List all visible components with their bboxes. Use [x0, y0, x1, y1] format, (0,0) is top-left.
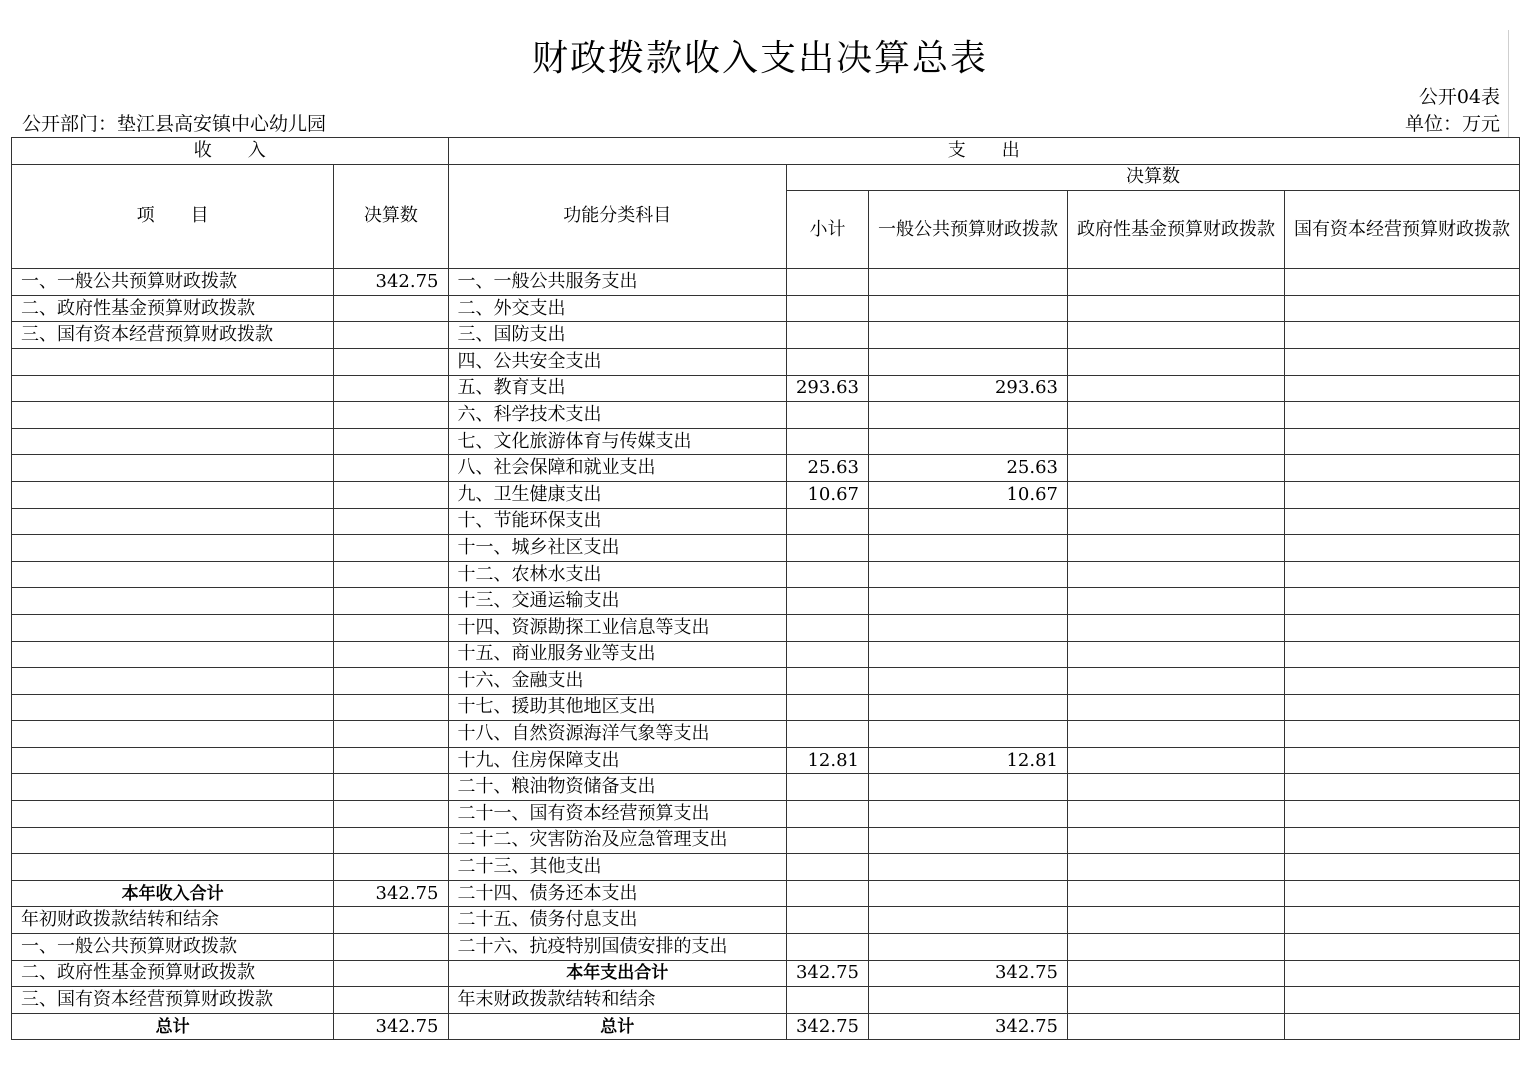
- expense-item-cell: 十二、农林水支出: [448, 561, 786, 588]
- gov-fund-cell: [1067, 827, 1284, 854]
- income-item-cell: [12, 561, 334, 588]
- expense-item-cell: 九、卫生健康支出: [448, 481, 786, 508]
- expense-item-cell: 总计: [448, 1013, 786, 1040]
- expense-item-cell: 年末财政拨款结转和结余: [448, 987, 786, 1014]
- expense-item-cell: 十四、资源勘探工业信息等支出: [448, 614, 786, 641]
- expense-item-cell: 七、文化旅游体育与传媒支出: [448, 428, 786, 455]
- income-item-cell: 二、政府性基金预算财政拨款: [12, 295, 334, 322]
- subtotal-cell: [786, 641, 868, 668]
- table-row: [12, 960, 1520, 987]
- subtotal-cell: [786, 614, 868, 641]
- income-amount-cell: [334, 641, 448, 668]
- general-budget-cell: [868, 694, 1067, 721]
- subtotal-cell: [786, 588, 868, 615]
- income-item-cell: 本年收入合计: [12, 880, 334, 907]
- income-item-cell: [12, 854, 334, 881]
- income-item-cell: 三、国有资本经营预算财政拨款: [12, 987, 334, 1014]
- state-capital-cell: [1284, 1013, 1519, 1040]
- income-amount-cell: [334, 428, 448, 455]
- state-capital-cell: [1284, 907, 1519, 934]
- income-amount-cell: [334, 455, 448, 482]
- income-item-cell: [12, 747, 334, 774]
- income-item-cell: [12, 827, 334, 854]
- subtotal-cell: [786, 428, 868, 455]
- expense-item-cell: 八、社会保障和就业支出: [448, 455, 786, 482]
- gov-fund-cell: [1067, 375, 1284, 402]
- general-budget-cell: [868, 774, 1067, 801]
- general-budget-cell: [868, 322, 1067, 349]
- expense-item-cell: 二十三、其他支出: [448, 854, 786, 881]
- subtotal-cell: [786, 934, 868, 961]
- gov-fund-cell: [1067, 481, 1284, 508]
- state-capital-cell: [1284, 428, 1519, 455]
- state-capital-cell: [1284, 934, 1519, 961]
- income-item-cell: 一、一般公共预算财政拨款: [12, 269, 334, 296]
- table-row: [12, 694, 1520, 721]
- expense-item-cell: 本年支出合计: [448, 960, 786, 987]
- table-row: [12, 428, 1520, 455]
- general-budget-cell: 25.63: [868, 455, 1067, 482]
- table-row: [12, 588, 1520, 615]
- table-row: [12, 801, 1520, 828]
- gov-fund-cell: [1067, 402, 1284, 429]
- gov-fund-cell: [1067, 880, 1284, 907]
- subtotal-column-header: 小计: [786, 191, 868, 269]
- gov-fund-cell: [1067, 588, 1284, 615]
- gov-fund-cell: [1067, 535, 1284, 562]
- subtotal-cell: [786, 827, 868, 854]
- table-row: [12, 747, 1520, 774]
- gov-fund-cell: [1067, 455, 1284, 482]
- expense-section-header: 支 出: [448, 138, 1520, 165]
- subtotal-cell: [786, 508, 868, 535]
- subtotal-cell: 342.75: [786, 960, 868, 987]
- state-capital-cell: [1284, 827, 1519, 854]
- income-amount-cell: [334, 854, 448, 881]
- state-capital-cell: [1284, 721, 1519, 748]
- income-amount-cell: [334, 561, 448, 588]
- general-budget-cell: [868, 934, 1067, 961]
- form-number: 公开04表: [1418, 86, 1500, 108]
- state-capital-cell: [1284, 402, 1519, 429]
- income-amount-cell: [334, 774, 448, 801]
- general-budget-cell: [868, 348, 1067, 375]
- subtotal-cell: 25.63: [786, 455, 868, 482]
- state-capital-cell: [1284, 455, 1519, 482]
- income-amount-cell: [334, 508, 448, 535]
- subtotal-cell: [786, 295, 868, 322]
- general-budget-cell: [868, 535, 1067, 562]
- income-item-cell: [12, 348, 334, 375]
- gov-fund-cell: [1067, 854, 1284, 881]
- income-item-cell: 三、国有资本经营预算财政拨款: [12, 322, 334, 349]
- income-item-cell: [12, 694, 334, 721]
- expense-item-cell: 十八、自然资源海洋气象等支出: [448, 721, 786, 748]
- gov-fund-cell: [1067, 322, 1284, 349]
- table-row: [12, 535, 1520, 562]
- income-item-cell: 二、政府性基金预算财政拨款: [12, 960, 334, 987]
- table-row: [12, 295, 1520, 322]
- expense-item-cell: 三、国防支出: [448, 322, 786, 349]
- expense-item-cell: 五、教育支出: [448, 375, 786, 402]
- state-capital-cell: [1284, 295, 1519, 322]
- income-item-cell: [12, 774, 334, 801]
- income-amount-cell: [334, 801, 448, 828]
- gov-fund-cell: [1067, 934, 1284, 961]
- table-row: [12, 508, 1520, 535]
- state-capital-cell: [1284, 322, 1519, 349]
- subtotal-cell: [786, 801, 868, 828]
- gov-fund-cell: [1067, 508, 1284, 535]
- income-item-cell: [12, 375, 334, 402]
- general-budget-cell: [868, 402, 1067, 429]
- income-amount-cell: [334, 322, 448, 349]
- income-amount-cell: [334, 747, 448, 774]
- income-amount-cell: [334, 694, 448, 721]
- income-item-cell: [12, 668, 334, 695]
- income-item-cell: 年初财政拨款结转和结余: [12, 907, 334, 934]
- gov-fund-cell: [1067, 295, 1284, 322]
- state-capital-cell: [1284, 375, 1519, 402]
- state-capital-cell: [1284, 668, 1519, 695]
- gov-fund-cell: [1067, 694, 1284, 721]
- state-capital-cell: [1284, 854, 1519, 881]
- table-row: [12, 322, 1520, 349]
- income-item-cell: 一、一般公共预算财政拨款: [12, 934, 334, 961]
- subtotal-cell: 342.75: [786, 1013, 868, 1040]
- state-capital-column-header: 国有资本经营预算财政拨款: [1284, 191, 1519, 269]
- income-amount-cell: [334, 348, 448, 375]
- general-budget-column-header: 一般公共预算财政拨款: [868, 191, 1067, 269]
- general-budget-cell: [868, 880, 1067, 907]
- table-row: [12, 614, 1520, 641]
- general-budget-cell: 293.63: [868, 375, 1067, 402]
- expense-item-cell: 六、科学技术支出: [448, 402, 786, 429]
- expense-item-cell: 四、公共安全支出: [448, 348, 786, 375]
- income-item-cell: [12, 588, 334, 615]
- income-item-cell: [12, 481, 334, 508]
- gov-fund-cell: [1067, 428, 1284, 455]
- subtotal-cell: [786, 561, 868, 588]
- state-capital-cell: [1284, 481, 1519, 508]
- table-row: [12, 774, 1520, 801]
- subtotal-cell: [786, 694, 868, 721]
- income-amount-cell: 342.75: [334, 1013, 448, 1040]
- income-section-header: 收 入: [12, 138, 449, 165]
- department-label: 公开部门：垫江县高安镇中心幼儿园: [22, 113, 327, 135]
- final-amount-group-header: 决算数: [786, 164, 1519, 191]
- income-item-cell: [12, 641, 334, 668]
- general-budget-cell: 10.67: [868, 481, 1067, 508]
- subtotal-cell: 12.81: [786, 747, 868, 774]
- general-budget-cell: [868, 428, 1067, 455]
- table-row: [12, 854, 1520, 881]
- subtotal-cell: 293.63: [786, 375, 868, 402]
- gov-fund-cell: [1067, 747, 1284, 774]
- page-edge-line: [1508, 30, 1509, 137]
- general-budget-cell: [868, 827, 1067, 854]
- table-row: [12, 641, 1520, 668]
- state-capital-cell: [1284, 348, 1519, 375]
- income-item-cell: 总计: [12, 1013, 334, 1040]
- income-amount-column-header: 决算数: [334, 164, 448, 269]
- subtotal-cell: [786, 535, 868, 562]
- general-budget-cell: 12.81: [868, 747, 1067, 774]
- income-item-cell: [12, 508, 334, 535]
- general-budget-cell: [868, 641, 1067, 668]
- general-budget-cell: [868, 614, 1067, 641]
- expense-item-cell: 十七、援助其他地区支出: [448, 694, 786, 721]
- unit-label: 单位：万元: [1404, 113, 1500, 135]
- income-item-cell: [12, 428, 334, 455]
- general-budget-cell: [868, 588, 1067, 615]
- subtotal-cell: [786, 774, 868, 801]
- gov-fund-cell: [1067, 801, 1284, 828]
- expense-item-cell: 十五、商业服务业等支出: [448, 641, 786, 668]
- table-body: [12, 269, 1520, 1040]
- income-amount-cell: [334, 375, 448, 402]
- state-capital-cell: [1284, 561, 1519, 588]
- table-row: [12, 987, 1520, 1014]
- state-capital-cell: [1284, 801, 1519, 828]
- gov-fund-cell: [1067, 721, 1284, 748]
- gov-fund-cell: [1067, 641, 1284, 668]
- income-amount-cell: [334, 481, 448, 508]
- income-amount-cell: [334, 402, 448, 429]
- income-amount-cell: [334, 827, 448, 854]
- expense-item-cell: 十六、金融支出: [448, 668, 786, 695]
- state-capital-cell: [1284, 641, 1519, 668]
- state-capital-cell: [1284, 694, 1519, 721]
- expense-item-cell: 十、节能环保支出: [448, 508, 786, 535]
- general-budget-cell: [868, 269, 1067, 296]
- gov-fund-cell: [1067, 960, 1284, 987]
- gov-fund-column-header: 政府性基金预算财政拨款: [1067, 191, 1284, 269]
- subtotal-cell: [786, 880, 868, 907]
- state-capital-cell: [1284, 880, 1519, 907]
- state-capital-cell: [1284, 508, 1519, 535]
- income-amount-cell: [334, 668, 448, 695]
- gov-fund-cell: [1067, 1013, 1284, 1040]
- subtotal-cell: [786, 987, 868, 1014]
- gov-fund-cell: [1067, 614, 1284, 641]
- state-capital-cell: [1284, 774, 1519, 801]
- general-budget-cell: 342.75: [868, 960, 1067, 987]
- gov-fund-cell: [1067, 987, 1284, 1014]
- item-column-header: 项 目: [12, 164, 334, 269]
- income-item-cell: [12, 614, 334, 641]
- expense-item-cell: 二十二、灾害防治及应急管理支出: [448, 827, 786, 854]
- gov-fund-cell: [1067, 907, 1284, 934]
- table-row: [12, 375, 1520, 402]
- state-capital-cell: [1284, 987, 1519, 1014]
- expense-item-cell: 二十一、国有资本经营预算支出: [448, 801, 786, 828]
- state-capital-cell: [1284, 960, 1519, 987]
- table-row: [12, 561, 1520, 588]
- income-item-cell: [12, 801, 334, 828]
- general-budget-cell: [868, 668, 1067, 695]
- income-item-cell: [12, 402, 334, 429]
- general-budget-cell: [868, 854, 1067, 881]
- subtotal-cell: 10.67: [786, 481, 868, 508]
- table-row: [12, 269, 1520, 296]
- income-amount-cell: [334, 614, 448, 641]
- subtotal-cell: [786, 402, 868, 429]
- gov-fund-cell: [1067, 668, 1284, 695]
- subtotal-cell: [786, 721, 868, 748]
- table-row: [12, 455, 1520, 482]
- income-amount-cell: [334, 987, 448, 1014]
- income-amount-cell: [334, 535, 448, 562]
- income-amount-cell: [334, 295, 448, 322]
- expense-item-cell: 十一、城乡社区支出: [448, 535, 786, 562]
- table-row: [12, 668, 1520, 695]
- general-budget-cell: [868, 987, 1067, 1014]
- state-capital-cell: [1284, 747, 1519, 774]
- expense-item-cell: 二十六、抗疫特别国债安排的支出: [448, 934, 786, 961]
- table-row: [12, 402, 1520, 429]
- income-item-cell: [12, 535, 334, 562]
- expense-item-cell: 二、外交支出: [448, 295, 786, 322]
- table-row: [12, 481, 1520, 508]
- table-row: [12, 1013, 1520, 1040]
- table-row: [12, 880, 1520, 907]
- income-amount-cell: [334, 907, 448, 934]
- function-class-column-header: 功能分类科目: [448, 164, 786, 269]
- general-budget-cell: [868, 721, 1067, 748]
- table-row: [12, 348, 1520, 375]
- general-budget-cell: [868, 561, 1067, 588]
- general-budget-cell: [868, 907, 1067, 934]
- general-budget-cell: [868, 295, 1067, 322]
- general-budget-cell: [868, 801, 1067, 828]
- income-item-cell: [12, 721, 334, 748]
- subtotal-cell: [786, 668, 868, 695]
- table-row: [12, 907, 1520, 934]
- table-row: [12, 934, 1520, 961]
- financial-table: [11, 137, 1520, 1040]
- table-row: [12, 827, 1520, 854]
- expense-item-cell: 二十四、债务还本支出: [448, 880, 786, 907]
- state-capital-cell: [1284, 588, 1519, 615]
- income-amount-cell: [334, 588, 448, 615]
- table-row: [12, 721, 1520, 748]
- income-amount-cell: 342.75: [334, 880, 448, 907]
- income-item-cell: [12, 455, 334, 482]
- income-amount-cell: [334, 721, 448, 748]
- expense-item-cell: 一、一般公共服务支出: [448, 269, 786, 296]
- page-title: 财政拨款收入支出决算总表: [531, 38, 988, 79]
- state-capital-cell: [1284, 535, 1519, 562]
- subtotal-cell: [786, 907, 868, 934]
- expense-item-cell: 二十、粮油物资储备支出: [448, 774, 786, 801]
- gov-fund-cell: [1067, 774, 1284, 801]
- income-amount-cell: [334, 934, 448, 961]
- state-capital-cell: [1284, 269, 1519, 296]
- gov-fund-cell: [1067, 269, 1284, 296]
- state-capital-cell: [1284, 614, 1519, 641]
- gov-fund-cell: [1067, 561, 1284, 588]
- gov-fund-cell: [1067, 348, 1284, 375]
- expense-item-cell: 二十五、债务付息支出: [448, 907, 786, 934]
- expense-item-cell: 十三、交通运输支出: [448, 588, 786, 615]
- general-budget-cell: 342.75: [868, 1013, 1067, 1040]
- subtotal-cell: [786, 269, 868, 296]
- income-amount-cell: 342.75: [334, 269, 448, 296]
- expense-item-cell: 十九、住房保障支出: [448, 747, 786, 774]
- general-budget-cell: [868, 508, 1067, 535]
- subtotal-cell: [786, 348, 868, 375]
- income-amount-cell: [334, 960, 448, 987]
- subtotal-cell: [786, 854, 868, 881]
- subtotal-cell: [786, 322, 868, 349]
